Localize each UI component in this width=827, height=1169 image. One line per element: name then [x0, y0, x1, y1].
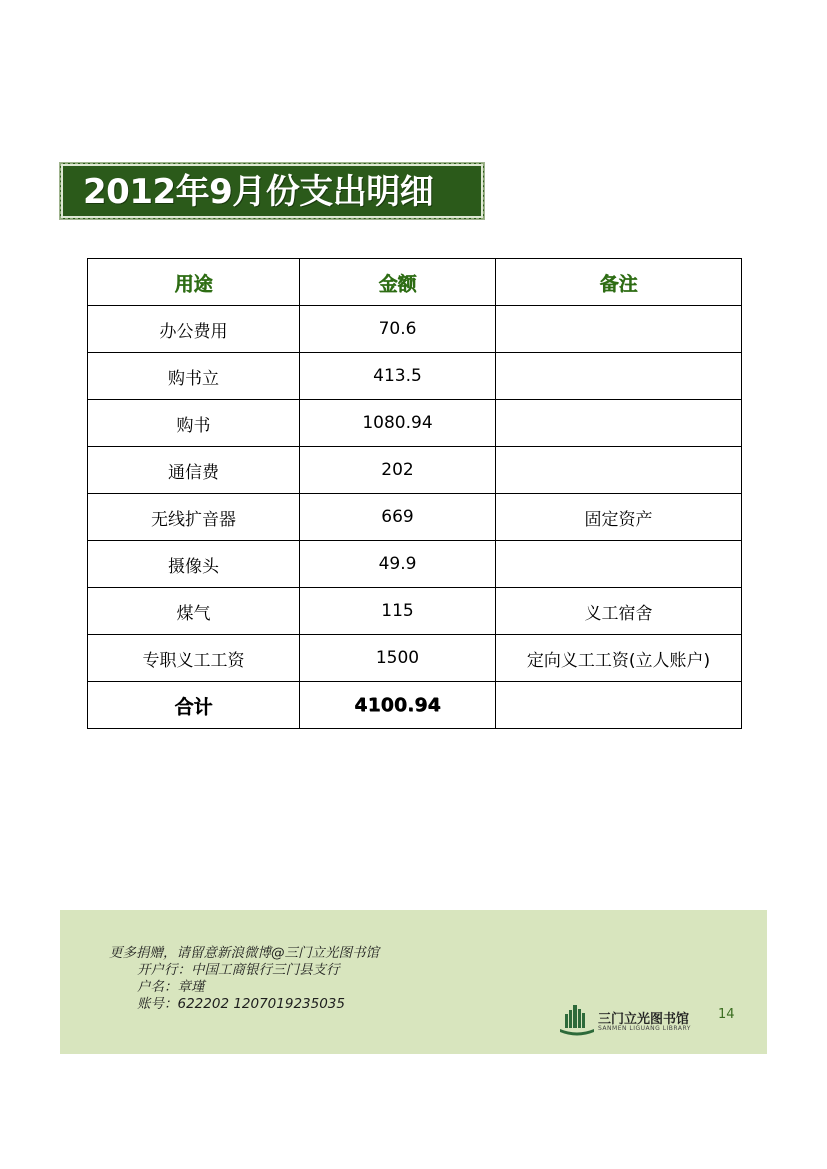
table-row	[88, 447, 742, 494]
page-title: 2012年9月份支出明细	[83, 172, 434, 212]
total-note	[496, 682, 742, 729]
total-amount: 4100.94	[300, 682, 496, 729]
table-row	[88, 494, 742, 541]
library-logo	[558, 1002, 693, 1038]
cell-note: 义工宿舍	[496, 588, 742, 635]
table-row	[88, 306, 742, 353]
cell-purpose: 购书	[88, 400, 300, 447]
cell-purpose: 摄像头	[88, 541, 300, 588]
expense-table	[87, 258, 742, 729]
table-row	[88, 541, 742, 588]
cell-amount: 115	[300, 588, 496, 635]
page-number: 14	[718, 1007, 735, 1022]
logo-subtext: SANMEN LIGUANG LIBRARY	[598, 1025, 691, 1032]
table-row	[88, 400, 742, 447]
cell-purpose: 购书立	[88, 353, 300, 400]
account-number-line: 账号：622202 1207019235035	[137, 996, 345, 1012]
header-amount: 金额	[300, 259, 496, 306]
cell-amount: 70.6	[300, 306, 496, 353]
table-row	[88, 353, 742, 400]
table-row	[88, 635, 742, 682]
table-total-row	[88, 682, 742, 729]
table-row	[88, 588, 742, 635]
cell-amount: 413.5	[300, 353, 496, 400]
footer-panel	[60, 910, 767, 1054]
cell-note: 固定资产	[496, 494, 742, 541]
table-header-row	[88, 259, 742, 306]
donate-line: 更多捐赠，请留意新浪微博@三门立光图书馆	[109, 945, 379, 961]
cell-purpose: 专职义工工资	[88, 635, 300, 682]
cell-purpose: 办公费用	[88, 306, 300, 353]
cell-amount: 1500	[300, 635, 496, 682]
cell-amount: 49.9	[300, 541, 496, 588]
account-name-line: 户名：章瑾	[137, 979, 205, 995]
cell-note	[496, 447, 742, 494]
cell-note	[496, 541, 742, 588]
cell-purpose: 无线扩音器	[88, 494, 300, 541]
cell-note: 定向义工工资(立人账户)	[496, 635, 742, 682]
library-logo-icon	[558, 1002, 596, 1038]
cell-amount: 669	[300, 494, 496, 541]
cell-note	[496, 306, 742, 353]
logo-text: 三门立光图书馆	[598, 1012, 690, 1027]
header-note: 备注	[496, 259, 742, 306]
cell-purpose: 通信费	[88, 447, 300, 494]
total-label: 合计	[88, 682, 300, 729]
cell-amount: 1080.94	[300, 400, 496, 447]
cell-purpose: 煤气	[88, 588, 300, 635]
title-banner	[60, 163, 484, 219]
cell-note	[496, 400, 742, 447]
header-purpose: 用途	[88, 259, 300, 306]
cell-amount: 202	[300, 447, 496, 494]
cell-note	[496, 353, 742, 400]
bank-line: 开户行：中国工商银行三门县支行	[137, 962, 340, 978]
